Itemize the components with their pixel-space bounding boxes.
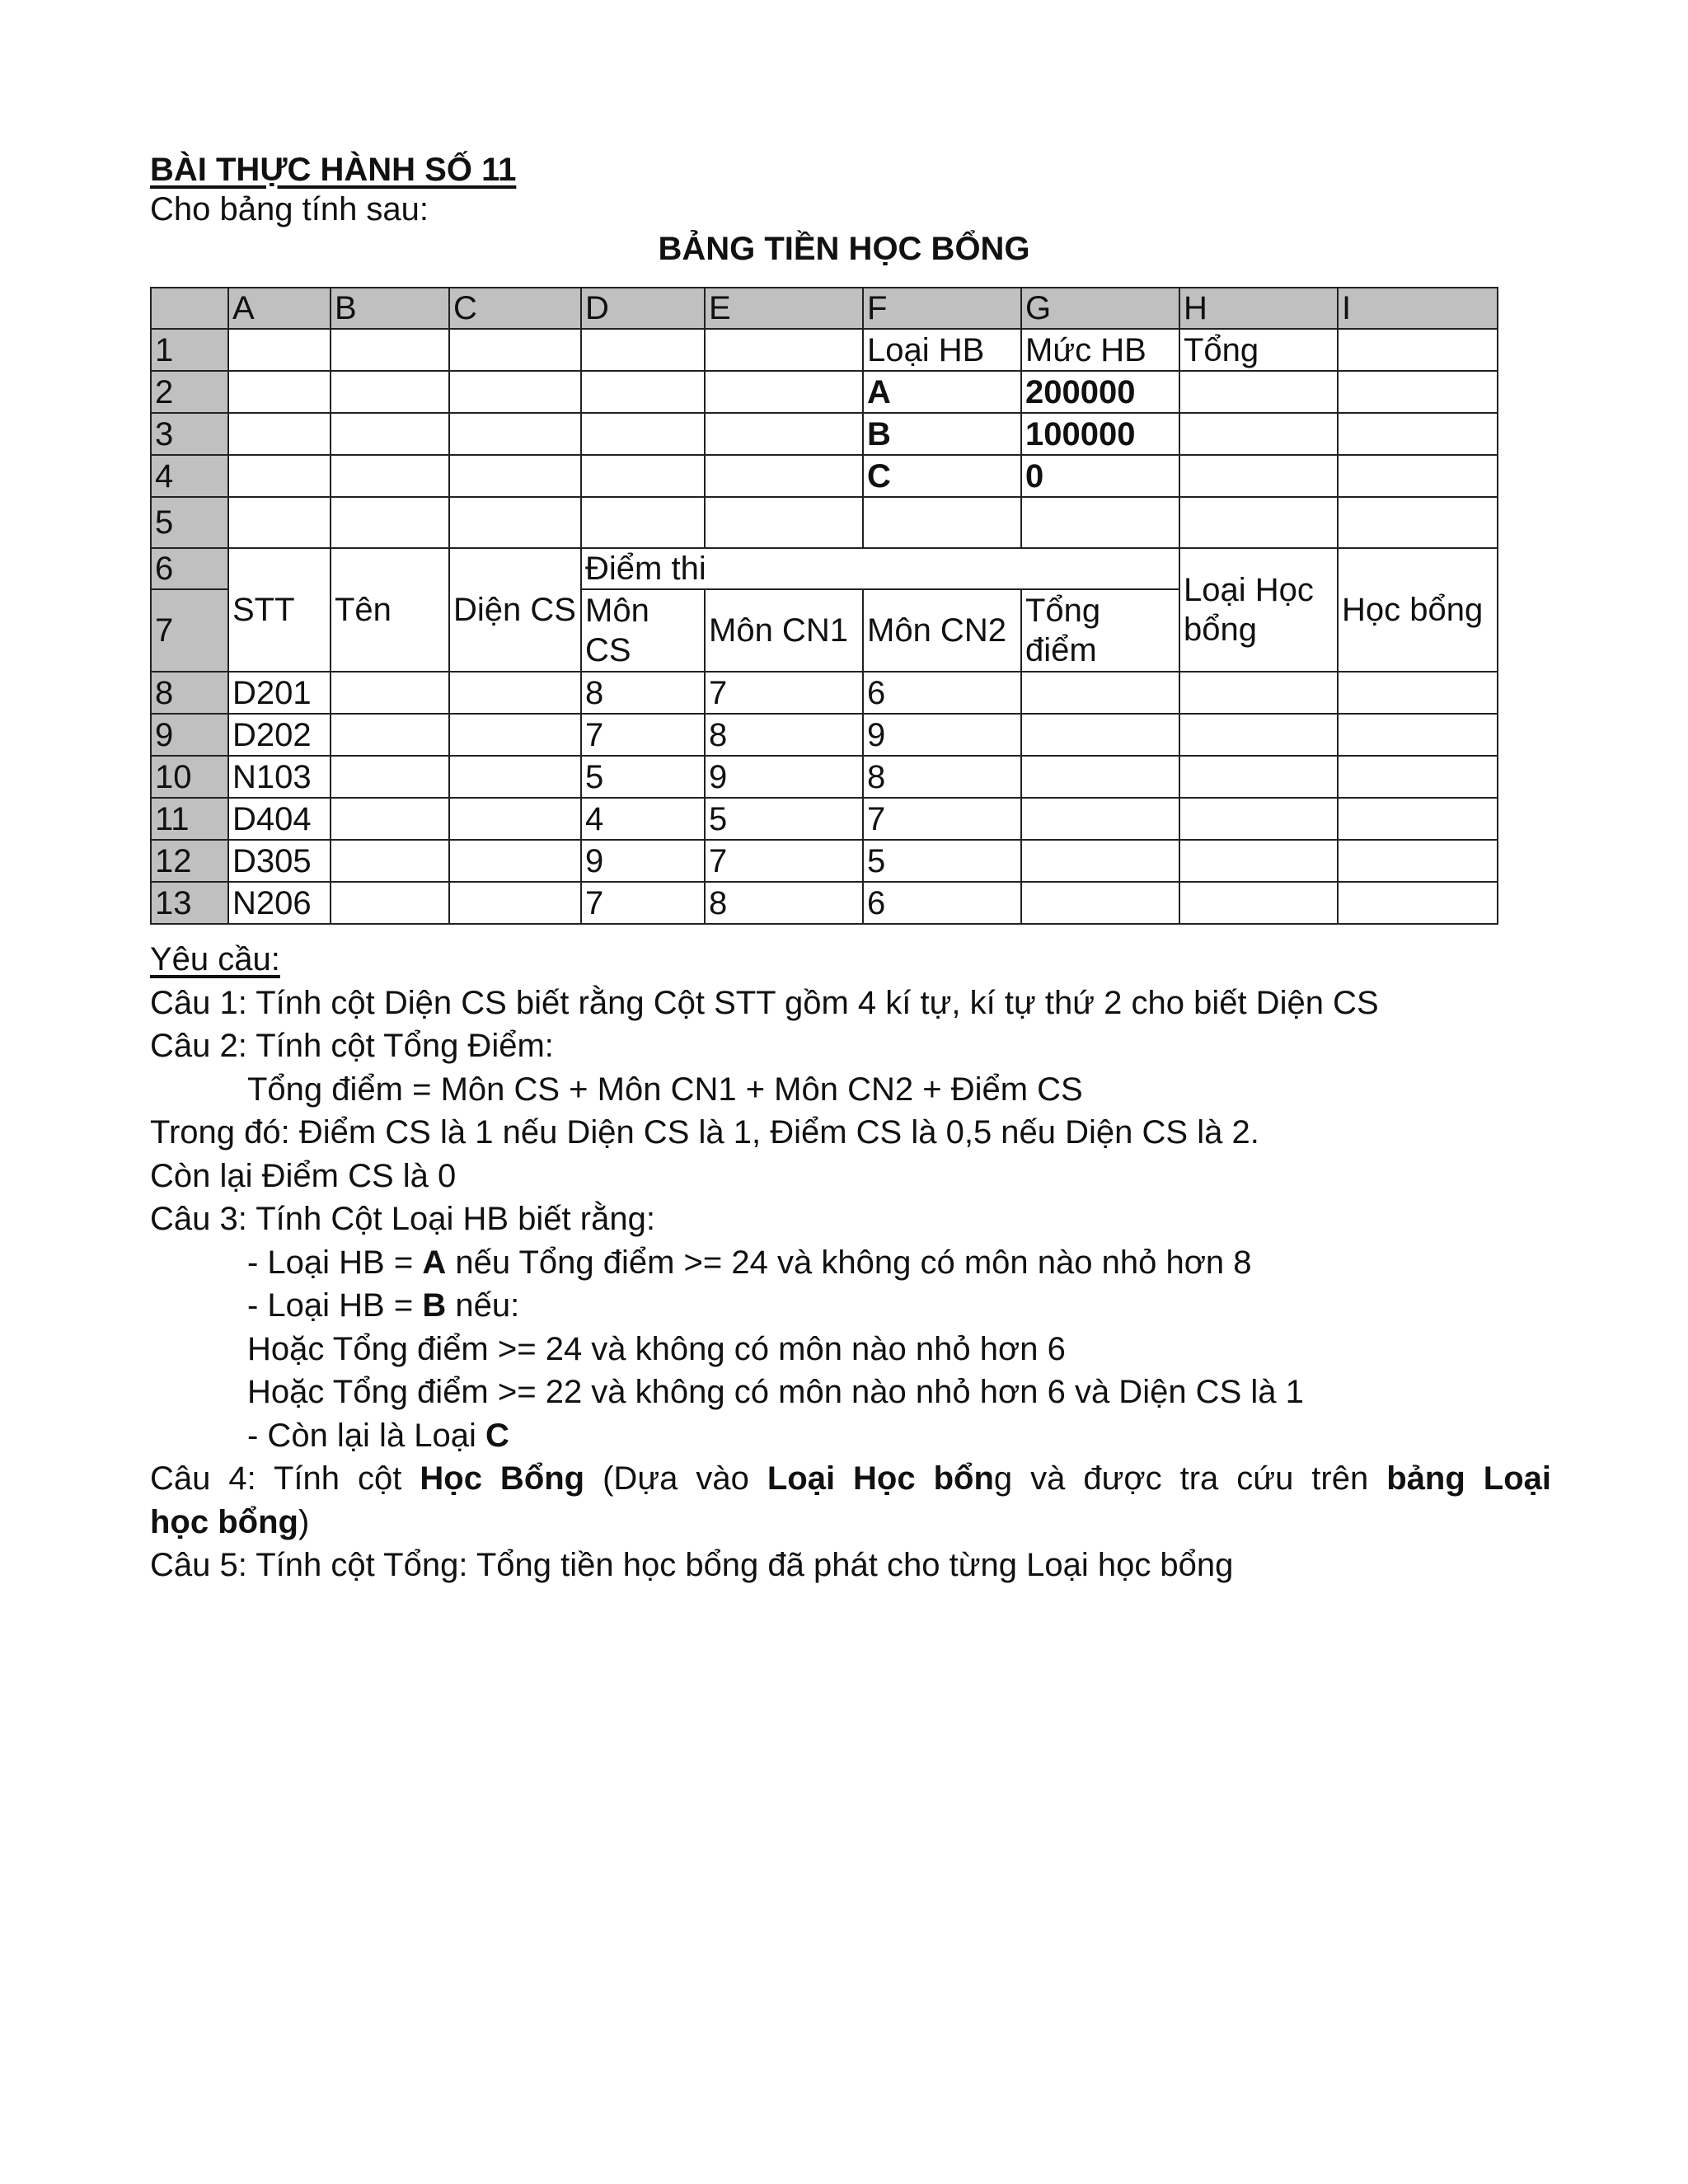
cell [1338,840,1498,882]
grade-label: B [422,1287,447,1324]
score-cn2: 5 [863,840,1021,882]
cell [1021,672,1179,714]
cell [581,413,705,455]
cell [228,497,331,548]
bold-term: bảng Loại [1386,1460,1551,1497]
cell [331,672,449,714]
score-cs: 8 [581,672,705,714]
table-row [151,714,1498,756]
lookup-type: A [863,371,1021,413]
question-3: Câu 3: Tính Cột Loại HB biết rằng: [150,1201,655,1237]
cell [1179,455,1338,497]
question-text: (Dựa vào [584,1460,767,1497]
question-1: Câu 1: Tính cột Diện CS biết rằng Cột STT gồm 4 kí tự, kí tự thứ 2 cho biết Diện CS [150,984,1379,1021]
student-stt: N206 [228,882,331,924]
column-letter: E [705,288,863,329]
cell [1021,497,1179,548]
cell [449,672,581,714]
grade-label: A [422,1244,447,1281]
cell [1021,882,1179,924]
cell [331,714,449,756]
lookup-type: B [863,413,1021,455]
intro-text: Cho bảng tính sau: [150,191,429,227]
cell [581,329,705,371]
row-number: 3 [151,413,228,455]
score-cn1: 7 [705,840,863,882]
cell [449,497,581,548]
cell [1179,672,1338,714]
score-cs: 5 [581,756,705,798]
lookup-amount: 0 [1021,455,1179,497]
question-2-note: Trong đó: Điểm CS là 1 nếu Diện CS là 1, Điểm CS là 0,5 nếu Diện CS là 2. [150,1114,1259,1151]
score-cs: 7 [581,714,705,756]
cell [449,413,581,455]
column-letter: C [449,288,581,329]
cell [1338,672,1498,714]
cell [1338,497,1498,548]
cell [1179,413,1338,455]
row-number: 9 [151,714,228,756]
score-cn2: 6 [863,672,1021,714]
question-text: g và được tra cứu trên [993,1460,1387,1497]
table-row [151,497,1498,548]
cell [449,371,581,413]
row-number: 4 [151,455,228,497]
bold-term: Loại Học bổn [767,1460,994,1497]
requirements-title: Yêu cầu: [150,941,280,977]
header-dien-cs: Diện CS [449,548,581,672]
cell [331,455,449,497]
cell [1179,840,1338,882]
score-cn1: 7 [705,672,863,714]
row-number: 6 [151,548,228,589]
header-diem-thi: Điểm thi [581,548,1179,589]
rule-text: nếu Tổng điểm >= 24 và không có môn nào nhỏ hơn 8 [446,1244,1252,1281]
row-number: 8 [151,672,228,714]
cell [1179,371,1338,413]
question-2: Câu 2: Tính cột Tổng Điểm: [150,1028,554,1064]
score-cn1: 5 [705,798,863,840]
header-tong-diem: Tổng điểm [1021,589,1179,672]
question-3-rule-b-option: Hoặc Tổng điểm >= 22 và không có môn nào nhỏ hơn 6 và Diện CS là 1 [247,1374,1304,1410]
cell [1338,413,1498,455]
table-row [151,548,1498,589]
cell [331,497,449,548]
column-letter: G [1021,288,1179,329]
exercise-heading: BÀI THỰC HÀNH SỐ 11 [150,152,517,188]
table-row [151,672,1498,714]
header-loai-hoc-bong: Loại Học bổng [1179,548,1338,672]
header-mon-cn1: Môn CN1 [705,589,863,672]
rule-text: nếu: [446,1287,520,1324]
cell [331,798,449,840]
cell [1338,882,1498,924]
lookup-header-amount: Mức HB [1021,329,1179,371]
row-number: 1 [151,329,228,371]
student-stt: D202 [228,714,331,756]
cell [1021,840,1179,882]
question-3-rule-b-option: Hoặc Tổng điểm >= 24 và không có môn nào nhỏ hơn 6 [247,1330,1066,1367]
cell [228,455,331,497]
score-cn2: 7 [863,798,1021,840]
cell [1338,798,1498,840]
table-row [151,882,1498,924]
score-cn1: 9 [705,756,863,798]
table-row [151,371,1498,413]
cell [705,413,863,455]
score-cn2: 8 [863,756,1021,798]
header-mon-cs: Môn CS [581,589,705,672]
score-cs: 7 [581,882,705,924]
cell [705,329,863,371]
student-stt: D305 [228,840,331,882]
row-number: 7 [151,589,228,672]
cell [1338,714,1498,756]
question-4 [150,1457,1551,1501]
bold-term: học bổng [150,1503,298,1540]
cell [228,371,331,413]
scholarship-spreadsheet [150,287,1498,925]
cell [449,840,581,882]
column-letter: A [228,288,331,329]
column-letter: B [331,288,449,329]
cell [1179,714,1338,756]
cell [1179,497,1338,548]
rule-text: - Còn lại là Loại [247,1417,486,1454]
cell [331,840,449,882]
student-stt: N103 [228,756,331,798]
table-title: BẢNG TIỀN HỌC BỔNG [658,231,1030,267]
cell [449,882,581,924]
lookup-amount: 200000 [1021,371,1179,413]
cell [449,798,581,840]
requirements-section [150,938,1551,1587]
column-letter: H [1179,288,1338,329]
table-row [151,756,1498,798]
cell [331,756,449,798]
score-cn2: 6 [863,882,1021,924]
score-cn1: 8 [705,714,863,756]
cell [705,497,863,548]
cell [228,329,331,371]
question-text: ) [298,1503,310,1540]
cell [1021,714,1179,756]
lookup-amount: 100000 [1021,413,1179,455]
cell [1179,798,1338,840]
cell [705,371,863,413]
cell [581,497,705,548]
table-row [151,840,1498,882]
cell [331,371,449,413]
student-stt: D201 [228,672,331,714]
column-header-row [151,288,1498,329]
question-3-rule-b [150,1284,1551,1328]
cell [1179,882,1338,924]
cell [1021,798,1179,840]
lookup-header-type: Loại HB [863,329,1021,371]
cell [1021,756,1179,798]
row-number: 10 [151,756,228,798]
cell [449,329,581,371]
cell [449,455,581,497]
table-row [151,798,1498,840]
cell [449,714,581,756]
row-number: 11 [151,798,228,840]
table-row [151,455,1498,497]
header-hoc-bong: Học bổng [1338,548,1498,672]
cell [228,413,331,455]
row-number: 12 [151,840,228,882]
column-letter: I [1338,288,1498,329]
cell [581,455,705,497]
cell [705,455,863,497]
lookup-type: C [863,455,1021,497]
cell [331,413,449,455]
column-letter: F [863,288,1021,329]
row-number: 5 [151,497,228,548]
question-4-continued [150,1501,1551,1544]
grade-label: C [485,1417,509,1454]
question-2-formula: Tổng điểm = Môn CS + Môn CN1 + Môn CN2 + Điểm CS [247,1071,1083,1108]
cell [1179,756,1338,798]
student-stt: D404 [228,798,331,840]
cell [863,497,1021,548]
question-3-rule-c [150,1414,1551,1458]
score-cs: 9 [581,840,705,882]
rule-text: - Loại HB = [247,1244,423,1281]
cell [1338,756,1498,798]
cell [581,371,705,413]
score-cn1: 8 [705,882,863,924]
row-number: 13 [151,882,228,924]
cell [1338,455,1498,497]
table-row [151,329,1498,371]
score-cn2: 9 [863,714,1021,756]
cell [331,882,449,924]
question-text: Câu 4: Tính cột [150,1460,420,1497]
header-mon-cn2: Môn CN2 [863,589,1021,672]
question-3-rule-a [150,1241,1551,1285]
cell [449,756,581,798]
score-cs: 4 [581,798,705,840]
header-ten: Tên [331,548,449,672]
corner-cell [151,288,228,329]
column-letter: D [581,288,705,329]
question-5: Câu 5: Tính cột Tổng: Tổng tiền học bổng đã phát cho từng Loại học bổng [150,1547,1234,1583]
cell [1338,329,1498,371]
cell [1338,371,1498,413]
table-row [151,413,1498,455]
cell [331,329,449,371]
question-2-note: Còn lại Điểm CS là 0 [150,1157,457,1194]
row-number: 2 [151,371,228,413]
lookup-header-total: Tổng [1179,329,1338,371]
rule-text: - Loại HB = [247,1287,423,1324]
header-stt: STT [228,548,331,672]
bold-term: Học Bổng [420,1460,585,1497]
